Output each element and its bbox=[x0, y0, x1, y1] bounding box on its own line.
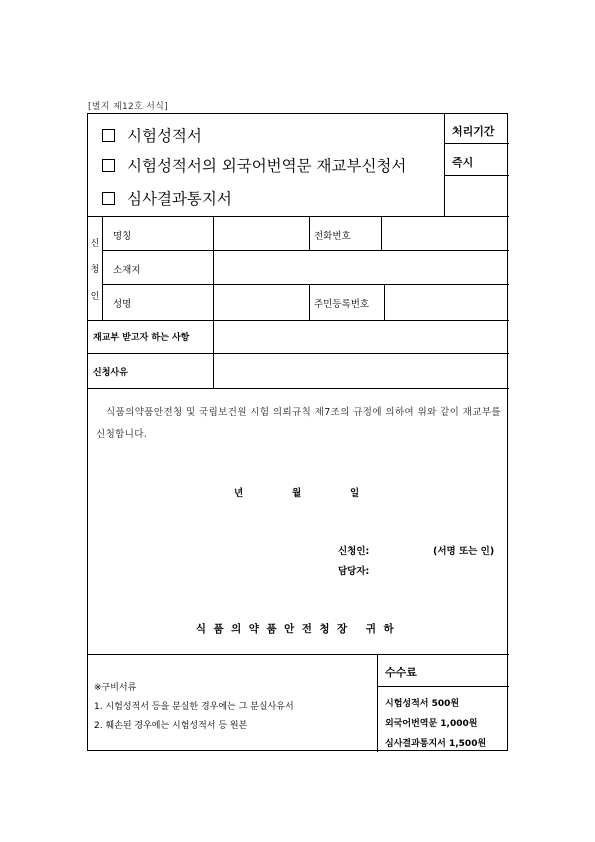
checkbox-row-review-notice[interactable] bbox=[102, 187, 232, 209]
checkbox-icon[interactable] bbox=[102, 159, 115, 172]
person-name-label: 성명 bbox=[113, 299, 132, 310]
title-test-report: 시험성적서 bbox=[127, 127, 202, 145]
required-documents-title: ※구비서류 bbox=[94, 683, 137, 693]
applicant-side-char: 신 bbox=[90, 239, 100, 249]
resident-number-label: 주민등록번호 bbox=[314, 299, 370, 310]
fee-label: 수수료 bbox=[385, 666, 417, 679]
date-month-label: 월 bbox=[292, 488, 302, 499]
required-document-item: 2. 훼손된 경우에는 시험성적서 등 원본 bbox=[94, 721, 248, 731]
phone-label: 전화번호 bbox=[314, 231, 351, 242]
name-field[interactable] bbox=[214, 218, 308, 249]
fee-item: 시험성적서 500원 bbox=[385, 699, 460, 709]
signature-note: (서명 또는 인) bbox=[433, 546, 495, 557]
officer-label: 담당자: bbox=[338, 566, 370, 577]
required-document-item: 1. 시험성적서 등을 분실한 경우에는 그 분실사유서 bbox=[94, 702, 294, 712]
form-number-label: [별지 제12호 서식] bbox=[88, 102, 168, 112]
reason-label: 신청사유 bbox=[93, 368, 128, 378]
phone-field[interactable] bbox=[382, 218, 508, 249]
name-label: 명칭 bbox=[113, 231, 132, 242]
checkbox-row-test-report[interactable] bbox=[102, 124, 202, 146]
address-label: 소재지 bbox=[113, 265, 141, 276]
application-statement: 식품의약품안전청 및 국립보건원 시험 의뢰규칙 제7조의 규정에 의하여 위와 같이 재교부를 신청합니다. bbox=[96, 407, 501, 440]
processing-period-label: 처리기간 bbox=[452, 125, 495, 138]
title-review-notice: 심사결과통지서 bbox=[127, 190, 232, 208]
addressee: 식품의약품안전청장 귀하 bbox=[195, 623, 402, 635]
checkbox-row-translation[interactable] bbox=[102, 154, 406, 176]
reason-field[interactable] bbox=[214, 354, 508, 387]
applicant-side-char: 인 bbox=[90, 292, 100, 302]
date-year-label: 년 bbox=[234, 488, 244, 499]
application-form bbox=[87, 113, 508, 751]
address-field[interactable] bbox=[214, 251, 508, 283]
reissue-items-field[interactable] bbox=[214, 321, 508, 353]
checkbox-icon[interactable] bbox=[102, 129, 115, 142]
date-day-label: 일 bbox=[350, 488, 360, 499]
fee-item: 심사결과통지서 1,500원 bbox=[385, 739, 487, 749]
person-name-field[interactable] bbox=[214, 285, 308, 319]
checkbox-icon[interactable] bbox=[102, 192, 115, 205]
resident-number-field[interactable] bbox=[385, 285, 508, 319]
applicant-signature-label: 신청인: bbox=[338, 546, 370, 557]
fee-item: 외국어번역문 1,000원 bbox=[385, 719, 478, 729]
title-translation-reissue: 시험성적서의 외국어번역문 재교부신청서 bbox=[127, 157, 407, 175]
reissue-items-label: 재교부 받고자 하는 사항 bbox=[93, 333, 190, 343]
processing-period-value: 즉시 bbox=[452, 156, 474, 169]
applicant-side-char: 청 bbox=[90, 265, 100, 275]
